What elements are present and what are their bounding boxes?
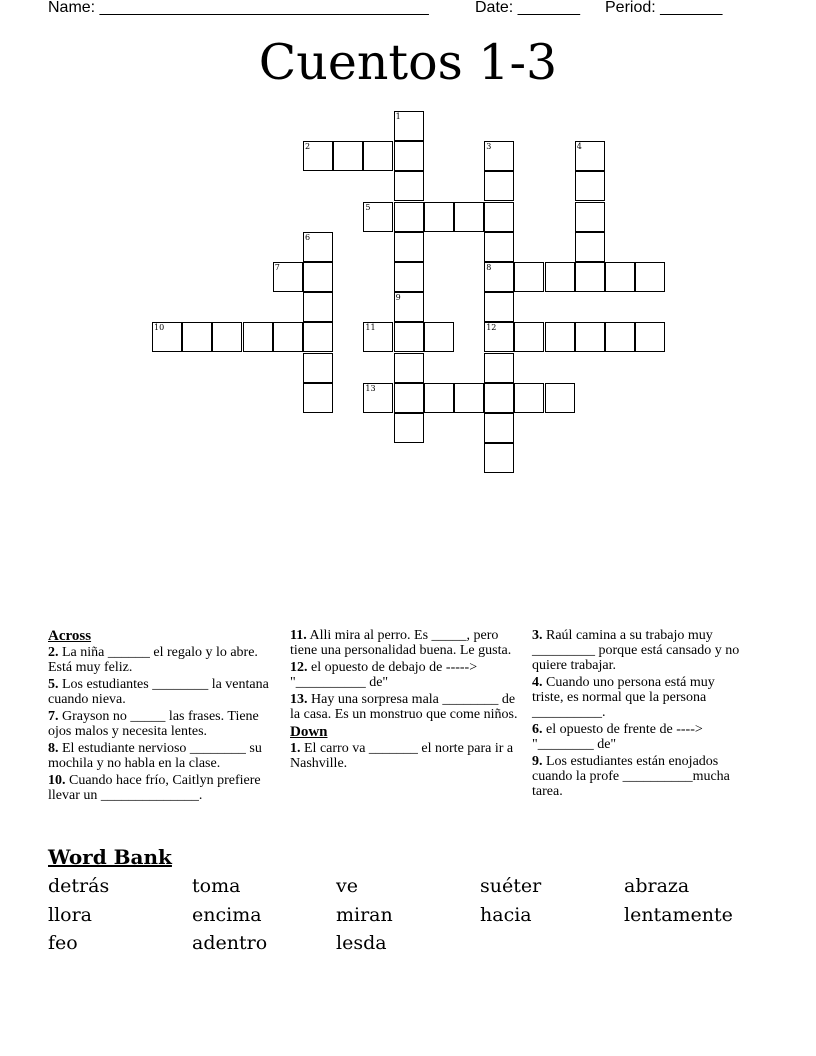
crossword-cell[interactable] — [394, 202, 424, 232]
word-bank-word: suéter — [480, 875, 542, 897]
word-bank-word: feo — [48, 932, 78, 954]
clue-number: 4. — [532, 675, 543, 690]
cell-number: 7 — [274, 263, 280, 272]
cell-number: 3 — [486, 142, 492, 152]
clue-number: 5. — [48, 677, 59, 692]
clue-number: 9. — [532, 754, 543, 769]
clue-number: 8. — [48, 741, 59, 756]
cell-number: 8 — [486, 263, 492, 272]
clue-text: El estudiante nervioso ________ su mochila y no habla en la clase. — [48, 741, 262, 771]
clues-column-2 — [290, 628, 518, 773]
crossword-cell[interactable] — [545, 383, 575, 413]
crossword-cell[interactable] — [484, 202, 514, 232]
crossword-cell[interactable] — [363, 322, 393, 352]
crossword-cell[interactable] — [303, 232, 333, 262]
crossword-cell[interactable] — [303, 322, 333, 352]
clue-across-13 — [290, 692, 518, 722]
crossword-cell[interactable] — [212, 322, 242, 352]
period-field[interactable]: Period: _______ — [605, 0, 723, 16]
word-bank-word: llora — [48, 904, 93, 926]
crossword-cell[interactable] — [575, 232, 605, 262]
crossword-grid — [0, 0, 816, 450]
cell-number: 12 — [486, 323, 497, 333]
across-heading: Across — [48, 628, 92, 644]
crossword-cell[interactable] — [424, 322, 454, 352]
crossword-cell[interactable] — [575, 202, 605, 232]
clue-text: Los estudiantes ________ la ventana cuando nieva. — [48, 677, 269, 707]
cell-number: 6 — [305, 232, 311, 242]
clue-down-4 — [532, 675, 747, 720]
crossword-cell[interactable] — [545, 322, 575, 352]
clue-text: El carro va _______ el norte para ir a Nashville. — [290, 741, 514, 771]
clue-across-12 — [290, 660, 518, 690]
clues-column-3 — [532, 628, 747, 801]
clue-number: 13. — [290, 692, 308, 707]
crossword-cell[interactable] — [484, 443, 514, 473]
clue-number: 11. — [290, 628, 307, 643]
crossword-cell[interactable] — [575, 171, 605, 201]
crossword-cell[interactable] — [363, 141, 393, 171]
clue-down-6 — [532, 722, 747, 752]
cell-number: 1 — [395, 112, 401, 121]
crossword-cell[interactable] — [182, 322, 212, 352]
crossword-cell[interactable] — [303, 353, 333, 383]
clue-down-3 — [532, 628, 747, 673]
crossword-cell[interactable] — [575, 322, 605, 352]
crossword-cell[interactable] — [424, 383, 454, 413]
crossword-cell[interactable] — [394, 141, 424, 171]
crossword-cell[interactable] — [394, 413, 424, 443]
crossword-cell[interactable] — [484, 413, 514, 443]
crossword-cell[interactable] — [635, 262, 665, 292]
crossword-cell[interactable] — [484, 141, 514, 171]
crossword-cell[interactable] — [605, 322, 635, 352]
clue-text: La niña ______ el regalo y lo abre. Está muy feliz. — [48, 645, 258, 675]
word-bank-word: miran — [336, 904, 393, 926]
crossword-cell[interactable] — [394, 232, 424, 262]
clue-text: Cuando uno persona está muy triste, es normal que la persona __________. — [532, 675, 715, 720]
clue-number: 3. — [532, 628, 543, 643]
crossword-cell[interactable] — [575, 141, 605, 171]
crossword-cell[interactable] — [303, 292, 333, 322]
clue-text: el opuesto de frente de ----> "________ de" — [532, 722, 703, 752]
crossword-cell[interactable] — [605, 262, 635, 292]
clue-across-5 — [48, 677, 280, 707]
crossword-cell[interactable] — [575, 262, 605, 292]
clue-number: 7. — [48, 709, 59, 724]
clue-down-9 — [532, 754, 747, 799]
clue-text: Raúl camina a su trabajo muy _________ porque está cansado y no quiere trabajar. — [532, 628, 740, 673]
crossword-cell[interactable] — [484, 383, 514, 413]
crossword-cell[interactable] — [152, 322, 182, 352]
crossword-cell[interactable] — [484, 232, 514, 262]
clue-text: Grayson no _____ las frases. Tiene ojos malos y necesita lentes. — [48, 709, 259, 739]
crossword-cell[interactable] — [243, 322, 273, 352]
cell-number: 13 — [365, 383, 376, 393]
clue-across-8 — [48, 741, 280, 771]
word-bank-word: detrás — [48, 875, 110, 897]
clues-column-1 — [48, 628, 280, 805]
clue-across-10 — [48, 773, 280, 803]
word-bank-title: Word Bank — [48, 845, 172, 869]
cell-number: 9 — [395, 293, 401, 303]
crossword-cell[interactable] — [514, 262, 544, 292]
clue-text: Alli mira al perro. Es _____, pero tiene una personalidad buena. Le gusta. — [290, 628, 512, 658]
crossword-cell[interactable] — [333, 141, 363, 171]
crossword-cell[interactable] — [273, 262, 303, 292]
crossword-cell[interactable] — [303, 141, 333, 171]
cell-number: 2 — [305, 142, 311, 152]
crossword-cell[interactable] — [394, 171, 424, 201]
word-bank-word: toma — [192, 875, 241, 897]
cell-number: 4 — [576, 142, 582, 152]
cell-number: 5 — [365, 202, 371, 212]
word-bank-word: lesda — [336, 932, 387, 954]
clue-across-7 — [48, 709, 280, 739]
clue-number: 10. — [48, 773, 66, 788]
clue-text: Hay una sorpresa mala ________ de la casa. Es un monstruo que come niños. — [290, 692, 518, 722]
clue-number: 2. — [48, 645, 59, 660]
crossword-cell[interactable] — [424, 202, 454, 232]
crossword-cell[interactable] — [394, 292, 424, 322]
crossword-cell[interactable] — [454, 383, 484, 413]
clue-across-2 — [48, 645, 280, 675]
page-title: Cuentos 1-3 — [258, 34, 558, 91]
clue-text: el opuesto de debajo de -----> "__________ de" — [290, 660, 478, 690]
name-field[interactable]: Name: _____________________________________ — [48, 0, 429, 16]
crossword-cell[interactable] — [454, 202, 484, 232]
crossword-cell[interactable] — [484, 353, 514, 383]
crossword-cell[interactable] — [484, 171, 514, 201]
crossword-cell[interactable] — [363, 202, 393, 232]
crossword-cell[interactable] — [394, 353, 424, 383]
crossword-cell[interactable] — [635, 322, 665, 352]
crossword-cell[interactable] — [394, 383, 424, 413]
crossword-cell[interactable] — [514, 383, 544, 413]
date-field[interactable]: Date: _______ — [475, 0, 580, 16]
crossword-cell[interactable] — [363, 383, 393, 413]
cell-number: 10 — [154, 323, 165, 333]
clue-number: 6. — [532, 722, 543, 737]
crossword-cell[interactable] — [394, 322, 424, 352]
clue-down-1 — [290, 741, 518, 771]
crossword-cell[interactable] — [394, 111, 424, 141]
down-heading: Down — [290, 724, 328, 740]
clue-across-11 — [290, 628, 518, 658]
crossword-cell[interactable] — [484, 262, 514, 292]
cell-number: 11 — [365, 323, 376, 333]
crossword-cell[interactable] — [484, 292, 514, 322]
crossword-cell[interactable] — [394, 262, 424, 292]
clue-number: 12. — [290, 660, 308, 675]
clue-text: Cuando hace frío, Caitlyn prefiere llevar un ______________. — [48, 773, 261, 803]
word-bank-word: lentamente — [624, 904, 733, 926]
crossword-cell[interactable] — [303, 262, 333, 292]
crossword-cell[interactable] — [545, 262, 575, 292]
crossword-cell[interactable] — [514, 322, 544, 352]
crossword-cell[interactable] — [303, 383, 333, 413]
clue-text: Los estudiantes están enojados cuando la profe __________mucha tarea. — [532, 754, 730, 799]
word-bank-word: adentro — [192, 932, 268, 954]
word-bank-word: ve — [336, 875, 358, 897]
word-bank-word: abraza — [624, 875, 690, 897]
crossword-cell[interactable] — [273, 322, 303, 352]
word-bank-word: hacia — [480, 904, 532, 926]
clue-number: 1. — [290, 741, 301, 756]
word-bank-word: encima — [192, 904, 262, 926]
crossword-cell[interactable] — [484, 322, 514, 352]
